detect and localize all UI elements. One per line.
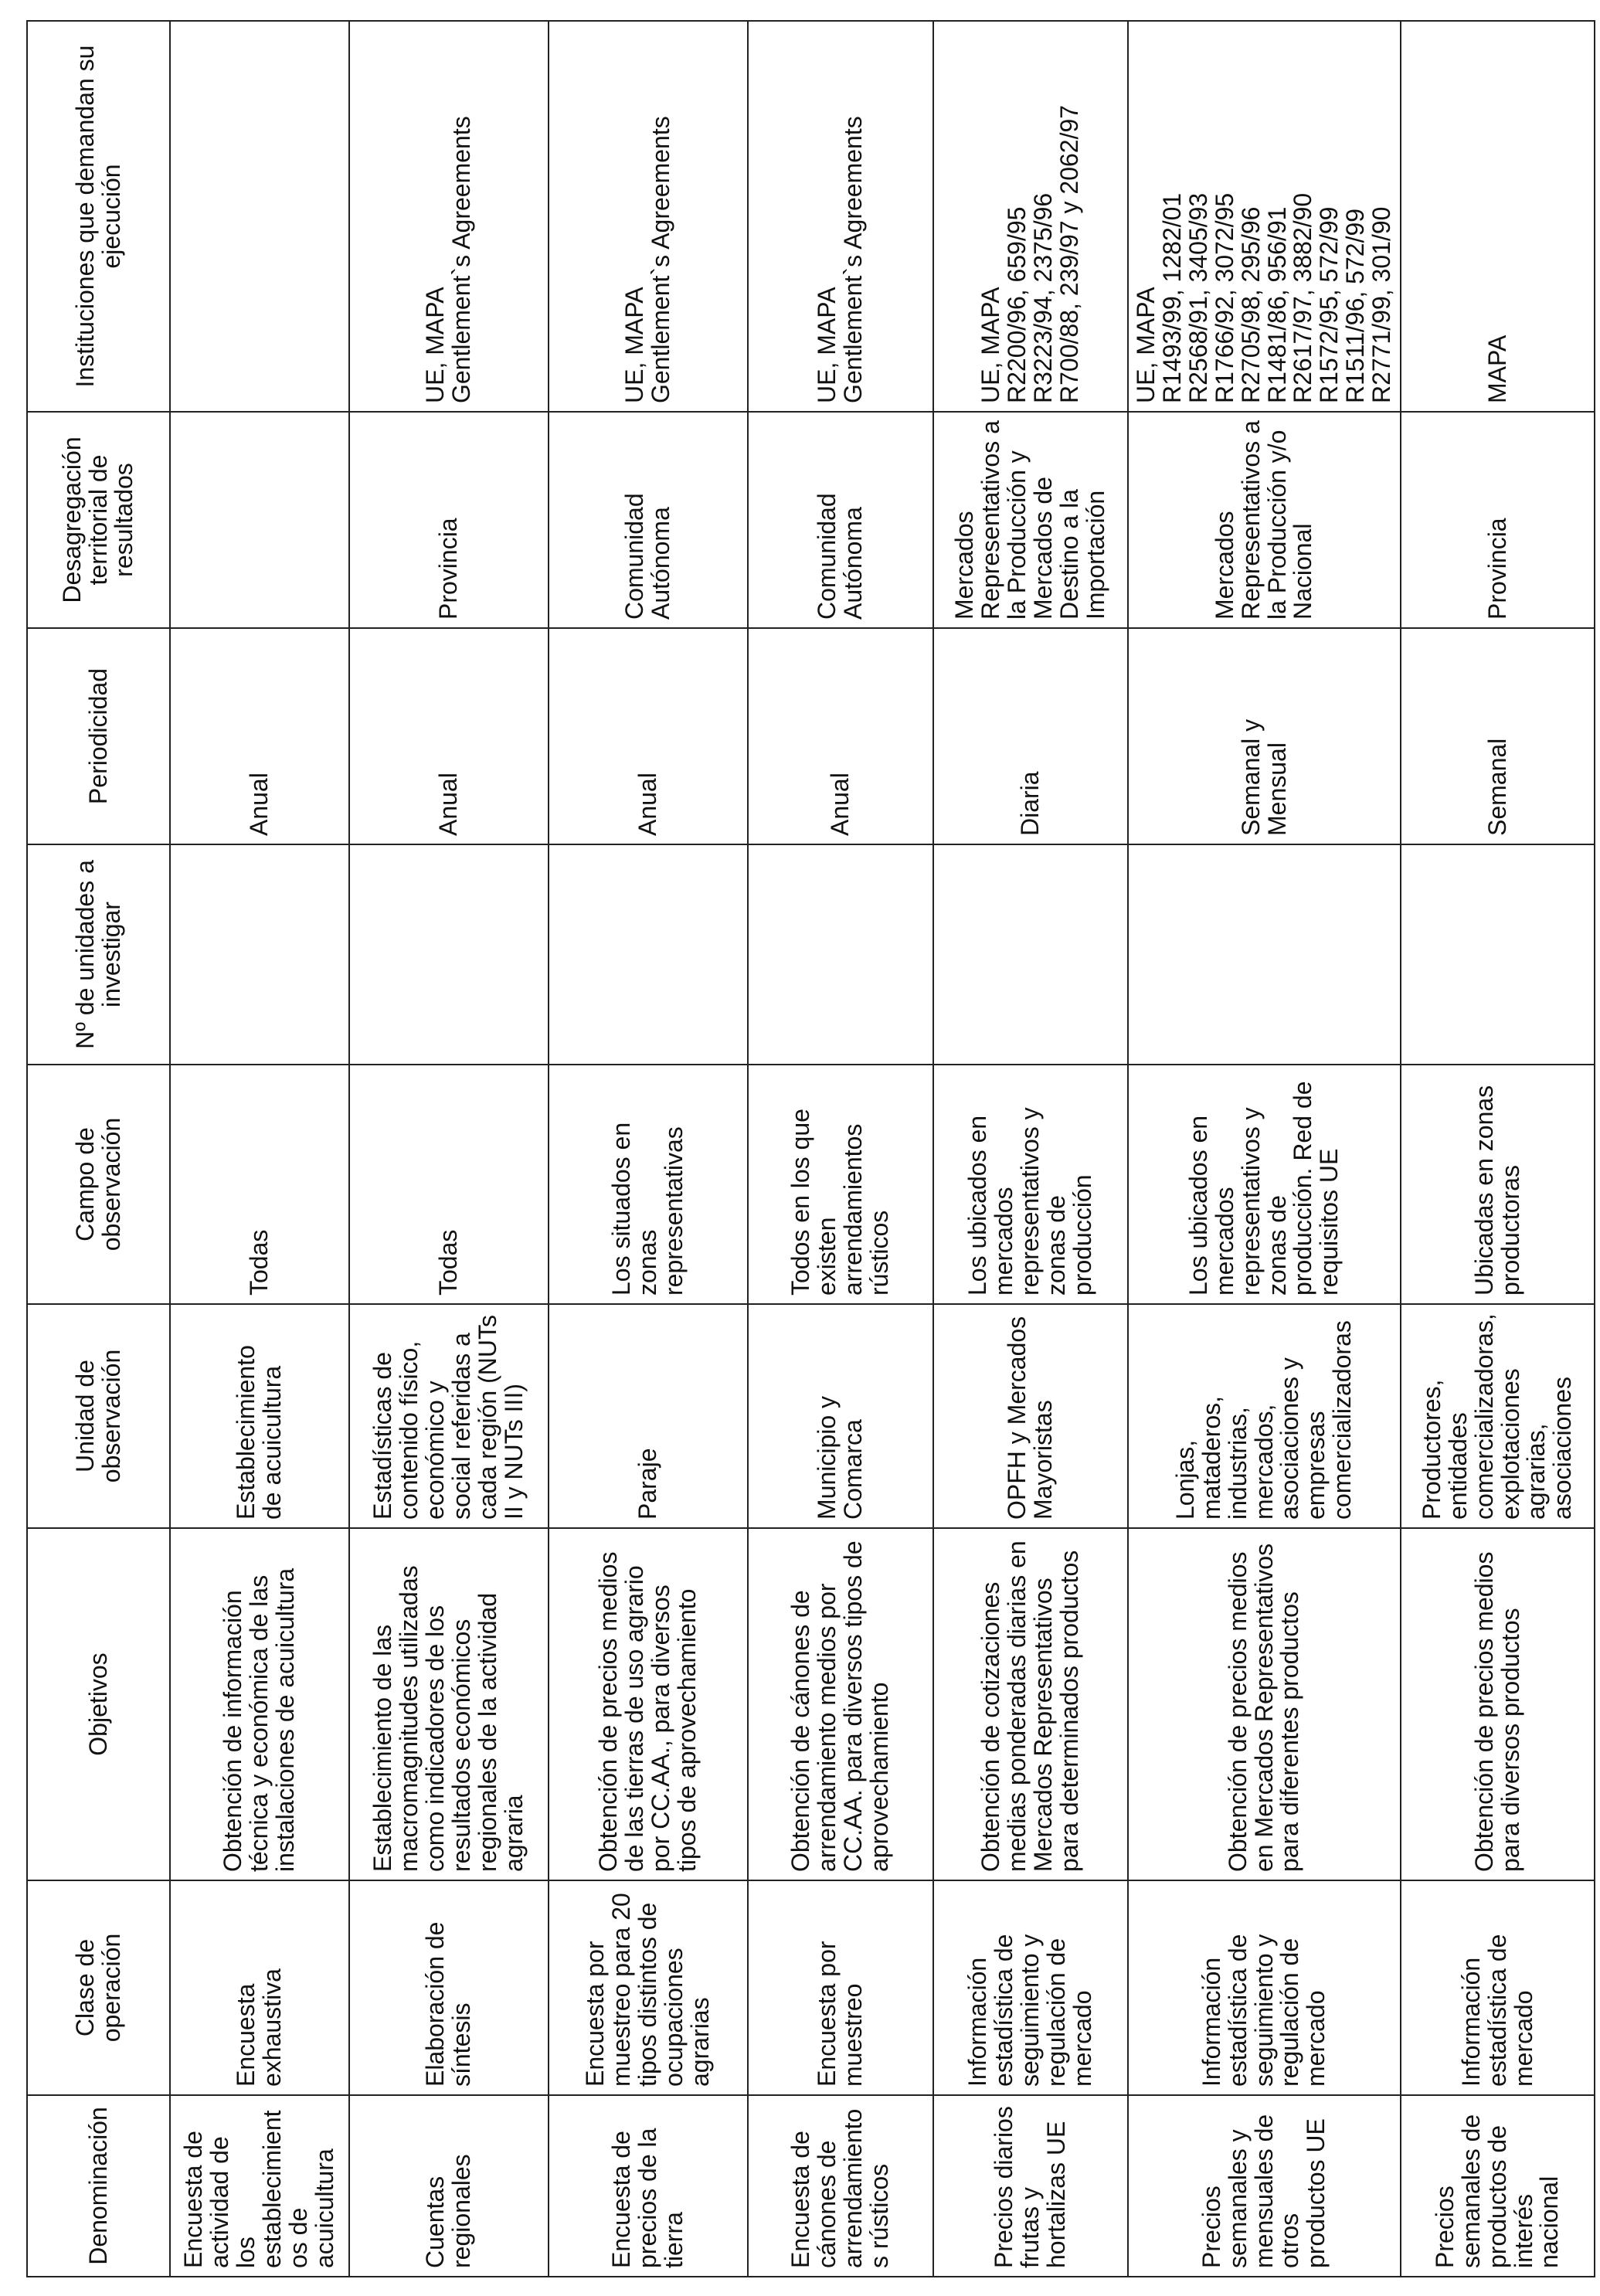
cell-periodicidad: Anual xyxy=(549,628,748,844)
header-clase: Clase de operación xyxy=(27,1880,170,2095)
cell-instituciones: UE, MAPA R2200/96, 659/95 R3223/94, 2375/96 R700/88, 239/97 y 2062/97 xyxy=(933,21,1128,412)
cell-denominacion: Encuesta de cánones de arrendamientos rústicos xyxy=(748,2095,933,2277)
cell-unidad: Lonjas, mataderos, industrias, mercados, asociaciones y empresas comercializadoras xyxy=(1128,1304,1401,1528)
cell-periodicidad: Anual xyxy=(349,628,549,844)
cell-num-unidades xyxy=(1128,844,1401,1065)
cell-num-unidades xyxy=(549,844,748,1065)
cell-clase: Encuesta por muestreo para 20 tipos distintos de ocupaciones agrarias xyxy=(549,1880,748,2095)
table-row xyxy=(1128,21,1401,2277)
cell-denominacion: Precios diarios frutas y hortalizas UE xyxy=(933,2095,1128,2277)
header-row xyxy=(27,21,170,2277)
cell-objetivos: Obtención de cánones de arrendamiento medios por CC.AA. para diversos tipos de aprovechamiento xyxy=(748,1528,933,1880)
cell-num-unidades xyxy=(349,844,549,1065)
cell-instituciones xyxy=(170,21,349,412)
cell-desagregacion: Mercados Representativos a la Producción y/o Nacional xyxy=(1128,412,1401,628)
cell-periodicidad: Diaria xyxy=(933,628,1128,844)
cell-unidad: Establecimiento de acuicultura xyxy=(170,1304,349,1528)
cell-campo: Ubicadas en zonas productoras xyxy=(1401,1065,1595,1304)
cell-desagregacion: Provincia xyxy=(1401,412,1595,628)
cell-instituciones: MAPA xyxy=(1401,21,1595,412)
cell-desagregacion: Comunidad Autónoma xyxy=(748,412,933,628)
cell-num-unidades xyxy=(933,844,1128,1065)
cell-campo: Los ubicados en mercados representativos y zonas de producción xyxy=(933,1065,1128,1304)
cell-instituciones: UE, MAPA Gentlement`s Agreements xyxy=(549,21,748,412)
cell-num-unidades xyxy=(1401,844,1595,1065)
cell-periodicidad: Anual xyxy=(748,628,933,844)
cell-periodicidad: Semanal y Mensual xyxy=(1128,628,1401,844)
cell-objetivos: Obtención de cotizaciones medias ponderadas diarias en Mercados Representativos para determinados productos xyxy=(933,1528,1128,1880)
cell-clase: Encuesta por muestreo xyxy=(748,1880,933,2095)
cell-periodicidad: Semanal xyxy=(1401,628,1595,844)
cell-campo: Todas xyxy=(170,1065,349,1304)
cell-desagregacion: Provincia xyxy=(349,412,549,628)
header-desagregacion: Desagregación territorial de resultados xyxy=(27,412,170,628)
cell-instituciones: UE, MAPA Gentlement`s Agreements xyxy=(748,21,933,412)
cell-objetivos: Obtención de información técnica y económica de las instalaciones de acuicultura xyxy=(170,1528,349,1880)
cell-periodicidad: Anual xyxy=(170,628,349,844)
cell-objetivos: Obtención de precios medios para diversos productos xyxy=(1401,1528,1595,1880)
header-campo: Campo de observación xyxy=(27,1065,170,1304)
cell-denominacion: Precios semanales de productos de interés nacional xyxy=(1401,2095,1595,2277)
cell-instituciones: UE, MAPA R1493/99, 1282/01 R2568/91, 3405/93 R1766/92, 3072/95 R2705/98, 295/96 R1481/86, 956/91 R2617/97, 3882/90 R1572/95, 572/99 R1511/96, 572/99 R2771/99, 301/90 xyxy=(1128,21,1401,412)
cell-clase: Información estadística de mercado xyxy=(1401,1880,1595,2095)
table-row xyxy=(1401,21,1595,2277)
table-row xyxy=(170,21,349,2277)
cell-denominacion: Cuentas regionales xyxy=(349,2095,549,2277)
cell-objetivos: Obtención de precios medios de las tierras de uso agrario por CC.AA., para diversos tipos de aprovechamiento xyxy=(549,1528,748,1880)
cell-num-unidades xyxy=(748,844,933,1065)
cell-denominacion: Encuesta de precios de la tierra xyxy=(549,2095,748,2277)
cell-denominacion: Encuesta de actividad de los establecimientos de acuicultura xyxy=(170,2095,349,2277)
cell-desagregacion: Comunidad Autónoma xyxy=(549,412,748,628)
cell-instituciones: UE, MAPA Gentlement`s Agreements xyxy=(349,21,549,412)
cell-desagregacion: Mercados Representativos a la Producción y Mercados de Destino a la Importación xyxy=(933,412,1128,628)
header-denominacion: Denominación xyxy=(27,2095,170,2277)
operations-table xyxy=(26,20,1595,2277)
table-row xyxy=(748,21,933,2277)
header-instituciones: Instituciones que demandan su ejecución xyxy=(27,21,170,412)
cell-unidad: OPFH y Mercados Mayoristas xyxy=(933,1304,1128,1528)
cell-clase: Encuesta exhaustiva xyxy=(170,1880,349,2095)
cell-unidad: Productores, entidades comercializadoras, explotaciones agrarias, asociaciones xyxy=(1401,1304,1595,1528)
cell-campo: Los ubicados en mercados representativos y zonas de producción. Red de requisitos UE xyxy=(1128,1065,1401,1304)
cell-objetivos: Obtención de precios medios en Mercados Representativos para diferentes productos xyxy=(1128,1528,1401,1880)
cell-clase: Información estadística de seguimiento y regulación de mercado xyxy=(1128,1880,1401,2095)
cell-denominacion: Precios semanales y mensuales de otros productos UE xyxy=(1128,2095,1401,2277)
cell-unidad: Municipio y Comarca xyxy=(748,1304,933,1528)
table-row xyxy=(349,21,549,2277)
table-row xyxy=(933,21,1128,2277)
cell-campo: Todas xyxy=(349,1065,549,1304)
cell-objetivos: Establecimiento de las macromagnitudes utilizadas como indicadores de los resultados económicos regionales de la actividad agraria xyxy=(349,1528,549,1880)
header-objetivos: Objetivos xyxy=(27,1528,170,1880)
cell-clase: Elaboración de síntesis xyxy=(349,1880,549,2095)
cell-num-unidades xyxy=(170,844,349,1065)
cell-desagregacion xyxy=(170,412,349,628)
table-row xyxy=(549,21,748,2277)
cell-unidad: Paraje xyxy=(549,1304,748,1528)
cell-campo: Los situados en zonas representativas xyxy=(549,1065,748,1304)
cell-clase: Información estadística de seguimiento y regulación de mercado xyxy=(933,1880,1128,2095)
header-num-unidades: Nº de unidades a investigar xyxy=(27,844,170,1065)
cell-campo: Todos en los que existen arrendamientos rústicos xyxy=(748,1065,933,1304)
cell-unidad: Estadísticas de contenido físico, económico y social referidas a cada región (NUTs II y NUTs III) xyxy=(349,1304,549,1528)
header-periodicidad: Periodicidad xyxy=(27,628,170,844)
header-unidad: Unidad de observación xyxy=(27,1304,170,1528)
